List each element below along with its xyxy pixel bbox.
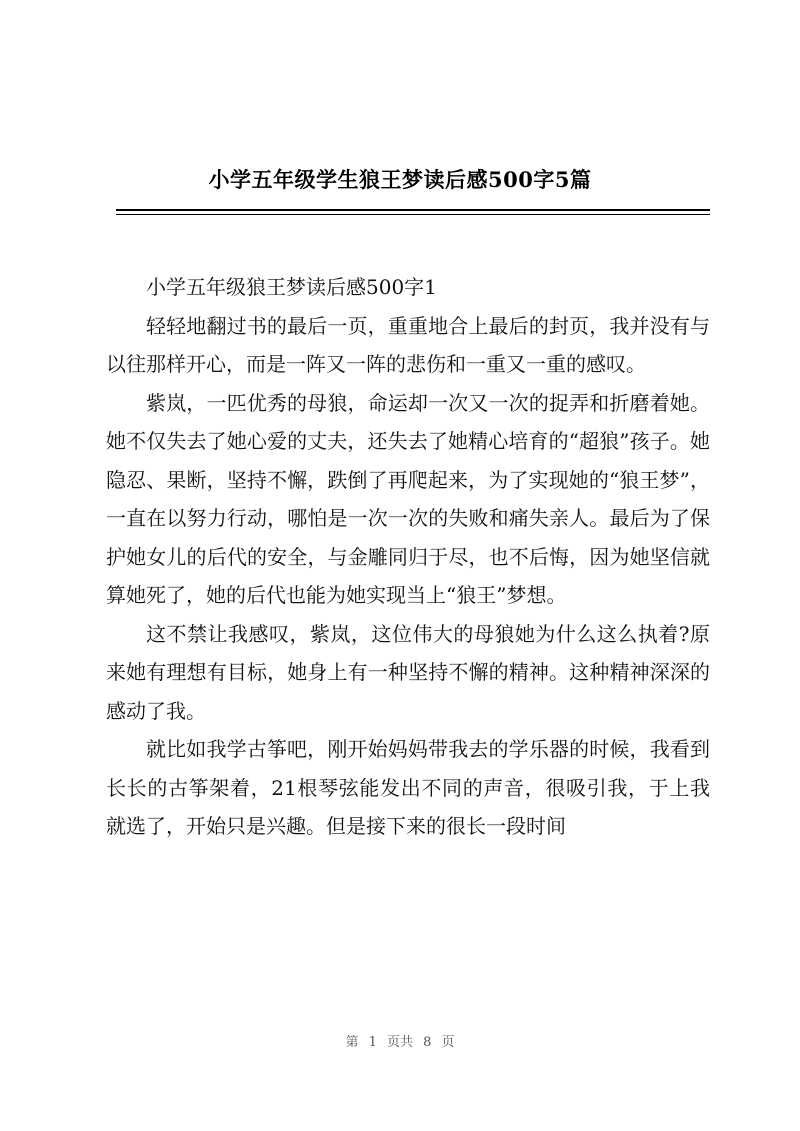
paragraph: 轻轻地翻过书的最后一页，重重地合上最后的封页，我并没有与以往那样开心，而是一阵又一阵的悲伤和一重又一重的感叹。 <box>106 313 710 376</box>
paragraph: 就比如我学古筝吧，刚开始妈妈带我去的学乐器的时候，我看到长长的古筝架着，21根琴弦能发出不同的声音，很吸引我，于上我就选了，开始只是兴趣。但是接下来的很长一段时间 <box>106 737 710 838</box>
document-body <box>106 268 710 846</box>
document-title: 小学五年级学生狼王梦读后感500字5篇 <box>208 167 592 192</box>
section-heading: 小学五年级狼王梦读后感500字1 <box>146 275 437 299</box>
paragraph: 紫岚，一匹优秀的母狼，命运却一次又一次的捉弄和折磨着她。她不仅失去了她心爱的丈夫，还失去了她精心培育的“超狼”孩子。她隐忍、果断，坚持不懈，跌倒了再爬起来，为了实现她的“狼王梦”，一直在以努力行动，哪怕是一次一次的失败和痛失亲人。最后为了保护她女儿的后代的安全，与金雕同归于尽，也不后悔，因为她坚信就算她死了，她的后代也能为她实现当上“狼王”梦想。 <box>106 390 710 607</box>
paragraph: 这不禁让我感叹，紫岚，这位伟大的母狼她为什么这么执着?原来她有理想有目标，她身上有一种坚持不懈的精神。这种精神深深的感动了我。 <box>106 621 710 723</box>
page-footer: 第 1 页共 8 页 <box>345 1035 455 1050</box>
title-rule-thick <box>116 209 710 211</box>
title-rule-thin <box>116 214 710 215</box>
